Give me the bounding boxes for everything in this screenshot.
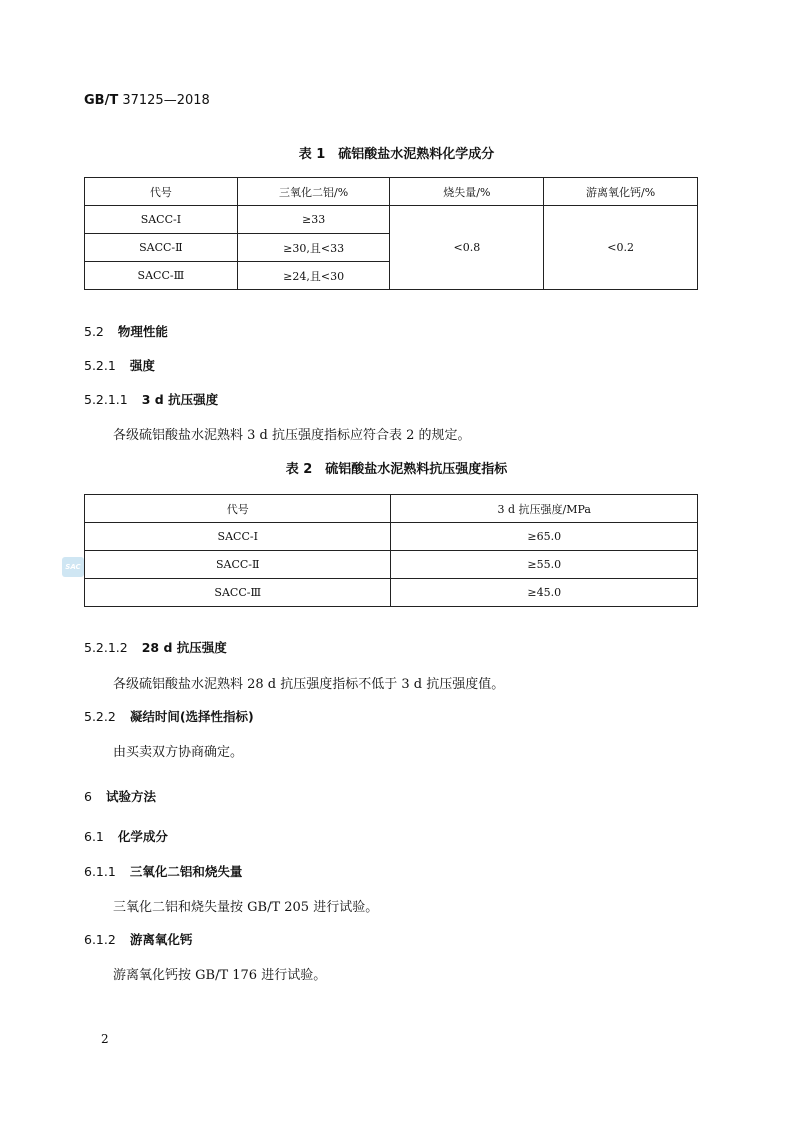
table1-al2o3-cell: ≥30,且<33 [237, 234, 390, 262]
section-title: 28 d 抗压强度 [141, 640, 227, 655]
table-row [85, 523, 698, 551]
table2-code-cell: SACC-Ⅱ [85, 551, 391, 579]
section-title: 试验方法 [105, 789, 156, 804]
section-title: 物理性能 [117, 324, 168, 339]
sac-watermark-logo: SAC [62, 557, 84, 577]
table2-caption: 表 2 硫铝酸盐水泥熟料抗压强度指标 [285, 462, 508, 477]
section-title: 三氧化二铝和烧失量 [129, 864, 243, 879]
section-heading-5-2-1-2 [84, 638, 227, 656]
section-number: 5.2.1.2 [84, 640, 128, 655]
table2-header-cell: 代号 [85, 495, 391, 523]
section-number: 5.2.1.1 [84, 392, 128, 407]
paragraph-6-1-1: 三氧化二铝和烧失量按 GB/T 205 进行试验。 [113, 900, 379, 915]
table-row [85, 551, 698, 579]
table1-header-cell: 烧失量/% [390, 178, 544, 206]
page-number: 2 [101, 1032, 109, 1046]
table2-value-cell: ≥45.0 [391, 579, 698, 607]
table2-code-cell: SACC-Ⅲ [85, 579, 391, 607]
section-heading-5-2-2 [84, 707, 254, 725]
table1-code-cell: SACC-Ⅱ [85, 234, 238, 262]
table2-header-row [85, 495, 698, 523]
table-row [85, 579, 698, 607]
document-header [84, 93, 210, 108]
table1-al2o3-cell: ≥33 [237, 206, 390, 234]
section-heading-6-1-2 [84, 930, 192, 948]
table2-value-cell: ≥55.0 [391, 551, 698, 579]
section-number: 5.2 [84, 324, 104, 339]
section-number: 6.1.1 [84, 864, 116, 879]
table1-free-cao-cell: <0.2 [544, 206, 698, 290]
table1-header-row [85, 178, 698, 206]
table1-header-cell: 代号 [85, 178, 238, 206]
section-heading-5-2 [84, 322, 168, 340]
paragraph-5-2-1-2: 各级硫铝酸盐水泥熟料 28 d 抗压强度指标不低于 3 d 抗压强度值。 [113, 677, 505, 692]
section-title: 3 d 抗压强度 [141, 392, 219, 407]
section-heading-6 [84, 787, 156, 805]
section-number: 6 [84, 789, 92, 804]
paragraph-5-2-1-1: 各级硫铝酸盐水泥熟料 3 d 抗压强度指标应符合表 2 的规定。 [113, 428, 471, 443]
section-number: 6.1 [84, 829, 104, 844]
table1-code-cell: SACC-Ⅲ [85, 262, 238, 290]
table2-value-cell: ≥65.0 [391, 523, 698, 551]
table1-al2o3-cell: ≥24,且<30 [237, 262, 390, 290]
table2 [84, 494, 698, 607]
section-heading-5-2-1 [84, 356, 155, 374]
section-number: 6.1.2 [84, 932, 116, 947]
table1-loss-cell: <0.8 [390, 206, 544, 290]
section-heading-5-2-1-1 [84, 390, 218, 408]
table1-header-cell: 游离氧化钙/% [544, 178, 698, 206]
table-row [85, 206, 698, 234]
table1-code-cell: SACC-Ⅰ [85, 206, 238, 234]
table2-code-cell: SACC-Ⅰ [85, 523, 391, 551]
section-number: 5.2.2 [84, 709, 116, 724]
table2-header-cell: 3 d 抗压强度/MPa [391, 495, 698, 523]
standard-prefix: GB/T [84, 93, 119, 108]
table1 [84, 177, 698, 290]
standard-code: 37125—2018 [122, 93, 210, 108]
section-number: 5.2.1 [84, 358, 116, 373]
section-heading-6-1 [84, 827, 168, 845]
paragraph-6-1-2: 游离氧化钙按 GB/T 176 进行试验。 [113, 968, 327, 983]
table1-header-cell: 三氧化二铝/% [237, 178, 390, 206]
section-heading-6-1-1 [84, 862, 242, 880]
section-title: 化学成分 [117, 829, 168, 844]
table1-caption: 表 1 硫铝酸盐水泥熟料化学成分 [298, 147, 495, 162]
paragraph-5-2-2: 由买卖双方协商确定。 [113, 745, 244, 760]
section-title: 游离氧化钙 [129, 932, 193, 947]
section-title: 凝结时间(选择性指标) [129, 709, 254, 724]
section-title: 强度 [129, 358, 155, 373]
